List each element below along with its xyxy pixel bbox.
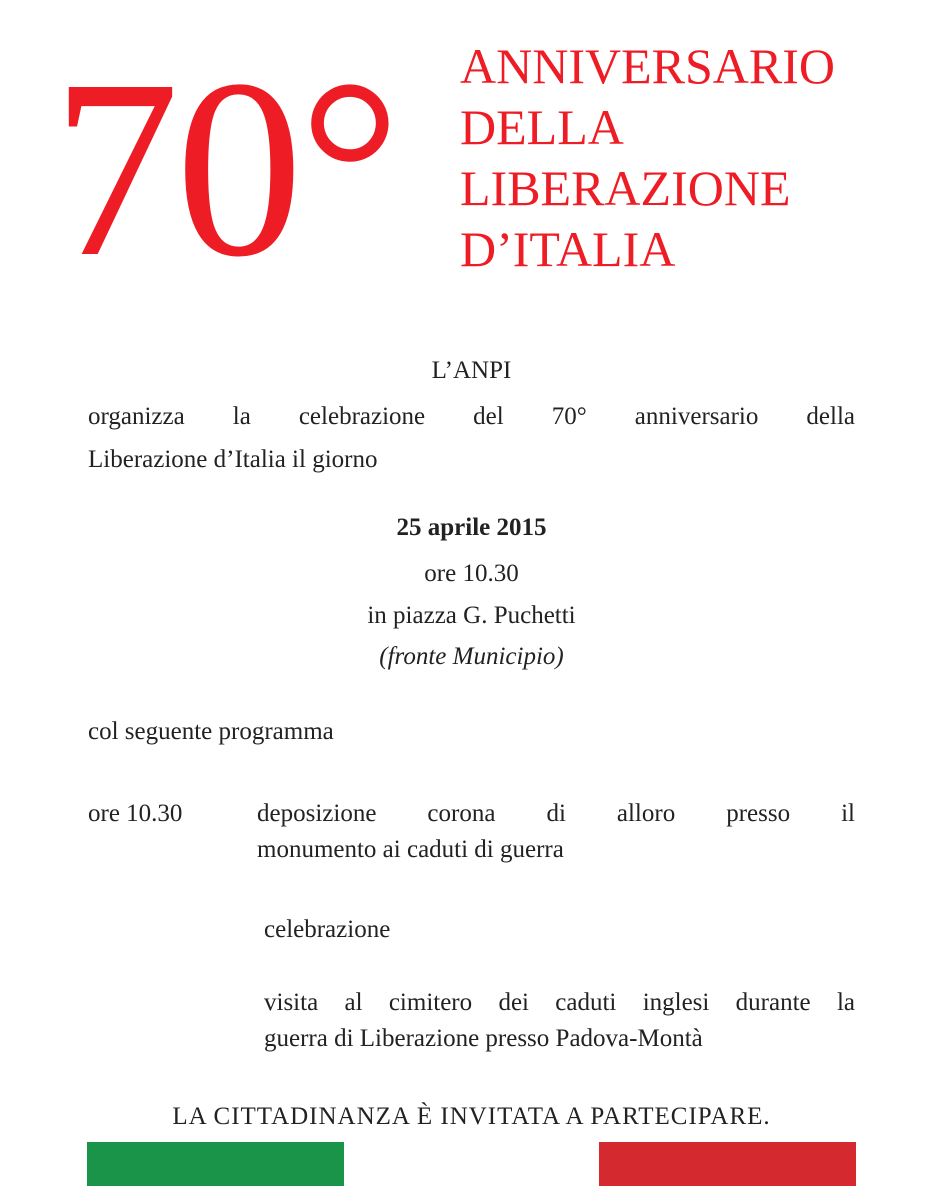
program-item-celebration: celebrazione	[264, 916, 391, 943]
event-place: in piazza G. Puchetti	[367, 602, 576, 629]
program-item-line: deposizione corona di alloro presso il	[257, 800, 855, 827]
event-time: ore 10.30	[424, 560, 519, 587]
flag-red-bar	[599, 1142, 856, 1186]
intro-paragraph	[88, 395, 855, 481]
program-item-cemetery-visit	[264, 985, 855, 1057]
program-item-line: visita al cimitero dei caduti inglesi durante la	[264, 989, 855, 1016]
title-line: ANNIVERSARIO	[460, 38, 835, 94]
flag-green-bar	[87, 1142, 344, 1186]
invitation-text: LA CITTADINANZA È INVITATA A PARTECIPARE.	[172, 1103, 771, 1130]
program-heading: col seguente programma	[88, 718, 334, 745]
title-line: D’ITALIA	[460, 221, 676, 277]
event-place-note: (fronte Municipio)	[379, 643, 564, 670]
title-line: LIBERAZIONE	[460, 160, 791, 216]
program-item-line: guerra di Liberazione presso Padova-Montà	[264, 1025, 703, 1052]
anniversary-title	[460, 36, 920, 280]
organizer-name: L’ANPI	[431, 357, 512, 384]
event-date: 25 aprile 2015	[396, 514, 547, 541]
anniversary-number: 70°	[52, 28, 397, 310]
intro-line: organizza la celebrazione del 70° anniversario della	[88, 403, 855, 430]
intro-line: Liberazione d’Italia il giorno	[88, 446, 378, 473]
program-item-line: monumento ai caduti di guerra	[257, 836, 564, 863]
program-item-wreath	[257, 796, 855, 868]
program-time: ore 10.30	[88, 800, 183, 827]
title-line: DELLA	[460, 99, 624, 155]
